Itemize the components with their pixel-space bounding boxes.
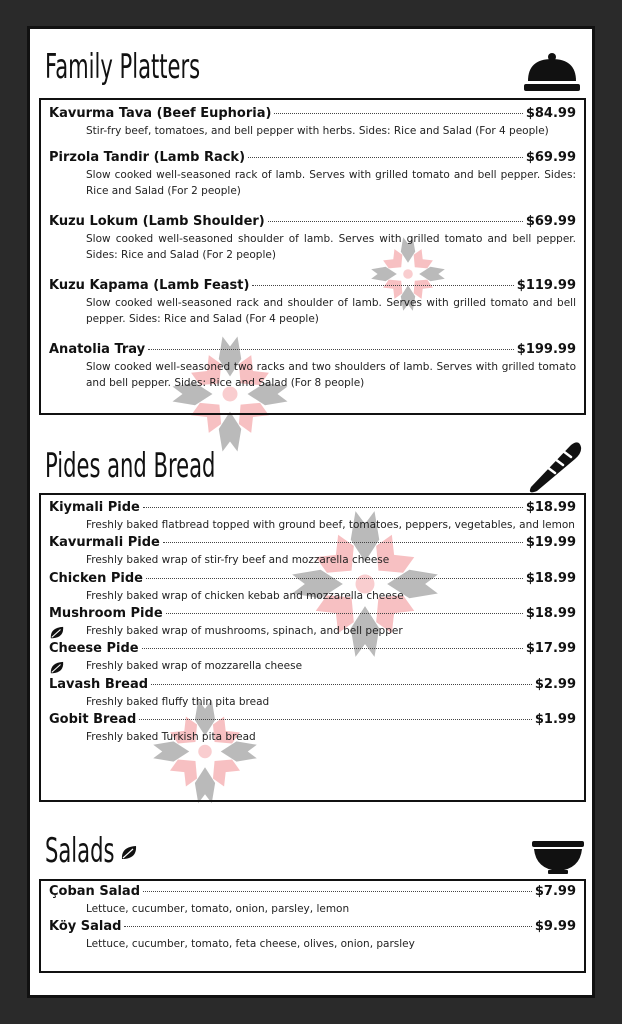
menu-item-header [49,571,576,586]
menu-item [49,342,576,391]
leaf-icon [120,845,138,861]
menu-item-name: Chicken Pide [49,571,143,586]
menu-item-description: Slow cooked well-seasoned two racks and two shoulders of lamb. Serves with grilled tomato and bell pepper. Sides: Rice and Salad (For 8 people) [86,361,576,389]
menu-item-price: $18.99 [525,500,576,515]
menu-item-header [49,106,576,121]
menu-item-price: $69.99 [525,150,576,165]
menu-item [49,150,576,199]
menu-item-name: Kavurma Tava (Beef Euphoria) [49,106,272,121]
menu-item [49,919,576,952]
menu-item-price: $2.99 [534,677,576,692]
menu-item-name: Mushroom Pide [49,606,163,621]
bowl-icon [532,841,584,875]
menu-item-description: Slow cooked well-seasoned shoulder of lamb. Serves with grilled tomato and bell pepper. Sides: Rice and Salad (For 2 people) [86,233,576,261]
menu-item-header [49,342,576,357]
dot-leader [268,221,523,222]
menu-item-header [49,500,576,515]
section-title-family-platters: Family Platters [45,47,201,87]
section-title-salads: Salads [45,831,115,871]
menu-item-description: Lettuce, cucumber, tomato, feta cheese, olives, onion, parsley [86,938,415,950]
menu-item-header [49,712,576,727]
dot-leader [124,926,531,927]
menu-item [49,106,576,139]
menu-item [49,677,576,710]
menu-item-description: Stir-fry beef, tomatoes, and bell pepper with herbs. Sides: Rice and Salad (For 4 people) [86,125,549,137]
menu-item-name: Kuzu Kapama (Lamb Feast) [49,278,250,293]
menu-item-header [49,884,576,899]
menu-item [49,535,576,568]
dot-leader [146,578,523,579]
menu-item [49,278,576,327]
menu-item-header [49,606,576,621]
menu-item-name: Kuzu Lokum (Lamb Shoulder) [49,214,265,229]
menu-item-name: Pirzola Tandir (Lamb Rack) [49,150,246,165]
menu-item-name: Gobit Bread [49,712,137,727]
dot-leader [143,507,523,508]
leaf-icon [49,661,65,675]
menu-item-name: Lavash Bread [49,677,149,692]
dot-leader [274,113,522,114]
menu-item-price: $7.99 [534,884,576,899]
menu-item-header [49,535,576,550]
dot-leader [142,648,523,649]
menu-page [27,26,595,998]
menu-item-header [49,214,576,229]
menu-item [49,606,576,639]
dot-leader [143,891,532,892]
menu-item-description: Freshly baked wrap of chicken kebab and mozzarella cheese [86,590,404,602]
menu-item [49,500,576,533]
menu-item-description: Slow cooked well-seasoned rack of lamb. Serves with grilled tomato and bell pepper. Sides: Rice and Salad (For 2 people) [86,169,576,197]
menu-item-price: $18.99 [525,571,576,586]
menu-item-price: $9.99 [534,919,576,934]
menu-item [49,712,576,745]
section-title-pides-and-bread: Pides and Bread [45,446,216,486]
menu-item-description: Freshly baked flatbread topped with ground beef, tomatoes, peppers, vegetables, and lemon [86,519,575,531]
menu-item [49,884,576,917]
menu-item-price: $119.99 [516,278,576,293]
menu-item [49,641,576,674]
menu-item-price: $17.99 [525,641,576,656]
pides-box [39,493,586,802]
family-platters-box [39,98,586,415]
menu-item-header [49,278,576,293]
baguette-icon [525,437,583,493]
menu-item-price: $69.99 [525,214,576,229]
menu-item-header [49,919,576,934]
menu-item-name: Çoban Salad [49,884,140,899]
menu-item-header [49,641,576,656]
menu-item-name: Köy Salad [49,919,122,934]
menu-item-price: $84.99 [525,106,576,121]
menu-item-price: $1.99 [534,712,576,727]
menu-item-header [49,677,576,692]
dot-leader [139,719,532,720]
menu-item [49,571,576,604]
dot-leader [148,349,514,350]
menu-item-name: Kiymali Pide [49,500,140,515]
menu-item-description: Freshly baked wrap of stir-fry beef and mozzarella cheese [86,554,390,566]
dot-leader [252,285,513,286]
salads-box [39,879,586,973]
menu-item-name: Kavurmali Pide [49,535,160,550]
leaf-icon [49,626,65,640]
menu-item-description: Freshly baked wrap of mozzarella cheese [86,660,303,672]
menu-item-header [49,150,576,165]
menu-item-price: $199.99 [516,342,576,357]
dot-leader [166,613,523,614]
menu-item-description: Lettuce, cucumber, tomato, onion, parsley, lemon [86,903,350,915]
menu-item-name: Cheese Pide [49,641,139,656]
menu-item-description: Freshly baked Turkish pita bread [86,731,256,743]
menu-item-description: Freshly baked fluffy thin pita bread [86,696,270,708]
menu-item [49,214,576,263]
dot-leader [151,684,532,685]
menu-item-description: Slow cooked well-seasoned rack and shoulder of lamb. Serves with grilled tomato and bell pepper. Sides: Rice and Salad (For 4 people) [86,297,576,325]
dot-leader [163,542,523,543]
cloche-icon [524,51,580,93]
menu-item-description: Freshly baked wrap of mushrooms, spinach, and bell pepper [86,625,403,637]
dot-leader [248,157,523,158]
menu-item-price: $18.99 [525,606,576,621]
menu-item-price: $19.99 [525,535,576,550]
menu-item-name: Anatolia Tray [49,342,146,357]
